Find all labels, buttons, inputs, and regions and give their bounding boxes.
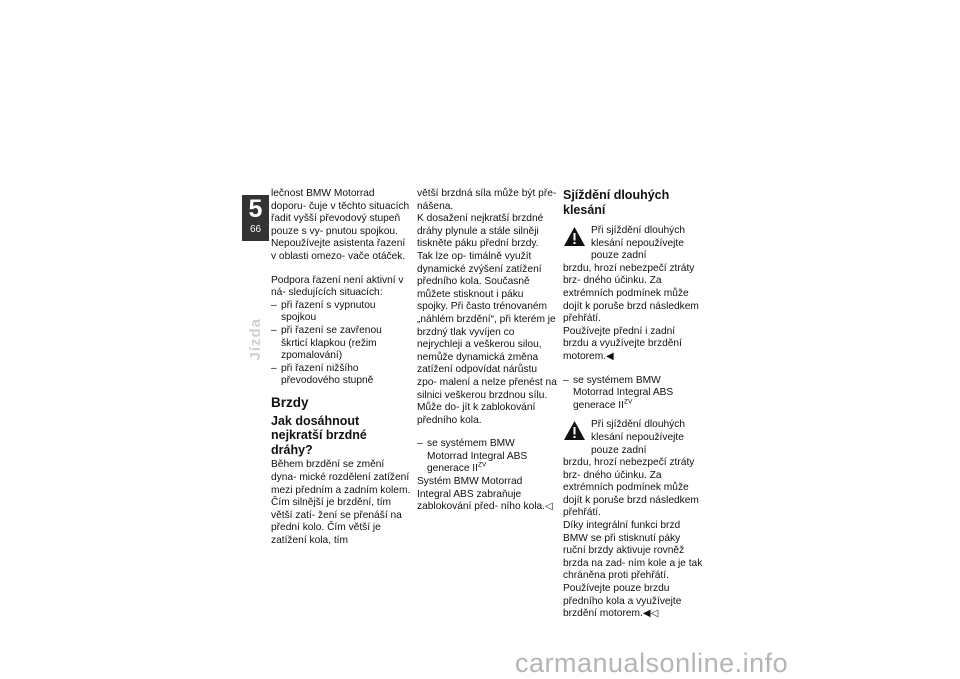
end-mark: ◁ <box>545 501 553 513</box>
paragraph: lečnost BMW Motorrad doporu- čuje v těchto situacích řadit vyšší převodový stupeň pouze s vy- pnutou spojkou. Nepoužívejte asistenta řazení v oblasti omezo- vače otáček. <box>271 188 410 262</box>
text-column-2 <box>417 188 557 514</box>
watermark-link[interactable]: carmanualsonline.info <box>515 648 789 678</box>
warning-block <box>563 419 703 457</box>
paragraph <box>563 520 703 621</box>
heading-shortest-braking: Jak dosáhnout nejkratší brzdné dráhy? <box>271 413 367 457</box>
paragraph: K dosažení nejkratší brzdné dráhy plynule a stále silněji tiskněte páku přední brzdy. Tak lze op- timálně využít dynamické zvýšení zatížení předního kola. Současně můžete stisknout i páku spojky. Při často trénovaném „náhlém brzdění“, při kterém je brzdný tlak vyvíjen co nejrychleji a veškerou silou, nemůže dynamická změna zatížení odpovídat nárůstu zpo- malení a nelze přenést na silnici veškerou brzdnou sílu. Může do- jít k zablokování předního kola. <box>417 213 557 426</box>
end-mark: ◀ <box>606 350 614 362</box>
heading-long-descents: Sjíždění dlouhých klesání <box>563 188 670 217</box>
dash-list-item: – při řazení s vypnutou spojkou <box>271 300 411 325</box>
text-column-1 <box>271 188 411 548</box>
text-column-3 <box>563 188 703 621</box>
warning-lead: Při sjíždění dlouhých klesání nepoužívejte pouze zadní <box>591 225 686 262</box>
dash-list-item <box>417 438 557 476</box>
heading-brzdy: Brzdy <box>271 394 309 410</box>
warning-triangle-icon <box>563 420 586 441</box>
paragraph-text: Systém BMW Motorrad Integral ABS zabraňuje zablokování před- ního kola. <box>417 476 545 513</box>
page-number: 66 <box>249 224 262 235</box>
chapter-number: 5 <box>248 195 263 223</box>
warning-triangle-icon <box>563 226 586 247</box>
end-mark: ◀◁ <box>642 608 659 620</box>
warning-block <box>563 225 703 263</box>
paragraph: Podpora řazení není aktivní v ná- sledujících situacích: <box>271 274 404 299</box>
paragraph: větší brzdná síla může být pře- nášena. <box>417 188 557 212</box>
paragraph <box>563 326 703 364</box>
dash-list-item: – při řazení se zavřenou škrticí klapkou (režim zpomalování) <box>271 325 411 363</box>
dash-list-item <box>563 375 703 413</box>
dash-text: se systémem BMW Motorrad Integral ABS generace II <box>427 438 528 475</box>
option-superscript: ZV <box>477 462 487 470</box>
paragraph-text: Používejte přední i zadní brzdu a využívejte brzdění motorem. <box>563 325 682 362</box>
chapter-badge <box>242 195 269 241</box>
dash-text: se systémem BMW Motorrad Integral ABS generace II <box>573 374 674 411</box>
dash-list-item: – při řazení nižšího převodového stupně <box>271 363 411 388</box>
option-superscript: ZV <box>623 398 633 406</box>
warning-lead: Při sjíždění dlouhých klesání nepoužívejte pouze zadní <box>591 419 686 456</box>
paragraph-text: Díky integrální funkci brzd BMW se při stisknutí páky ruční brzdy aktivuje rovněž brzda na zad- ním kole a je tak chráněna proti přehřátí. Používejte pouze brzdu předního kola a využívejte brzdění motorem. <box>563 520 703 620</box>
paragraph <box>417 476 557 514</box>
section-side-label: Jízda <box>247 318 264 361</box>
warning-text: brzdu, hrozí nebezpečí ztráty brz- dného účinku. Za extrémních podmínek může dojít k poruše brzd následkem přehřátí. <box>563 262 699 325</box>
warning-text: brzdu, hrozí nebezpečí ztráty brz- dného účinku. Za extrémních podmínek může dojít k poruše brzd následkem přehřátí. <box>563 457 699 519</box>
paragraph: Během brzdění se změní dyna- mické rozdělení zatížení mezi předním a zadním kolem. Čím silnější je brzdění, tím větší zatí- žení se přenáší na přední kolo. Čím větší je zatížení kola, tím <box>271 459 411 546</box>
